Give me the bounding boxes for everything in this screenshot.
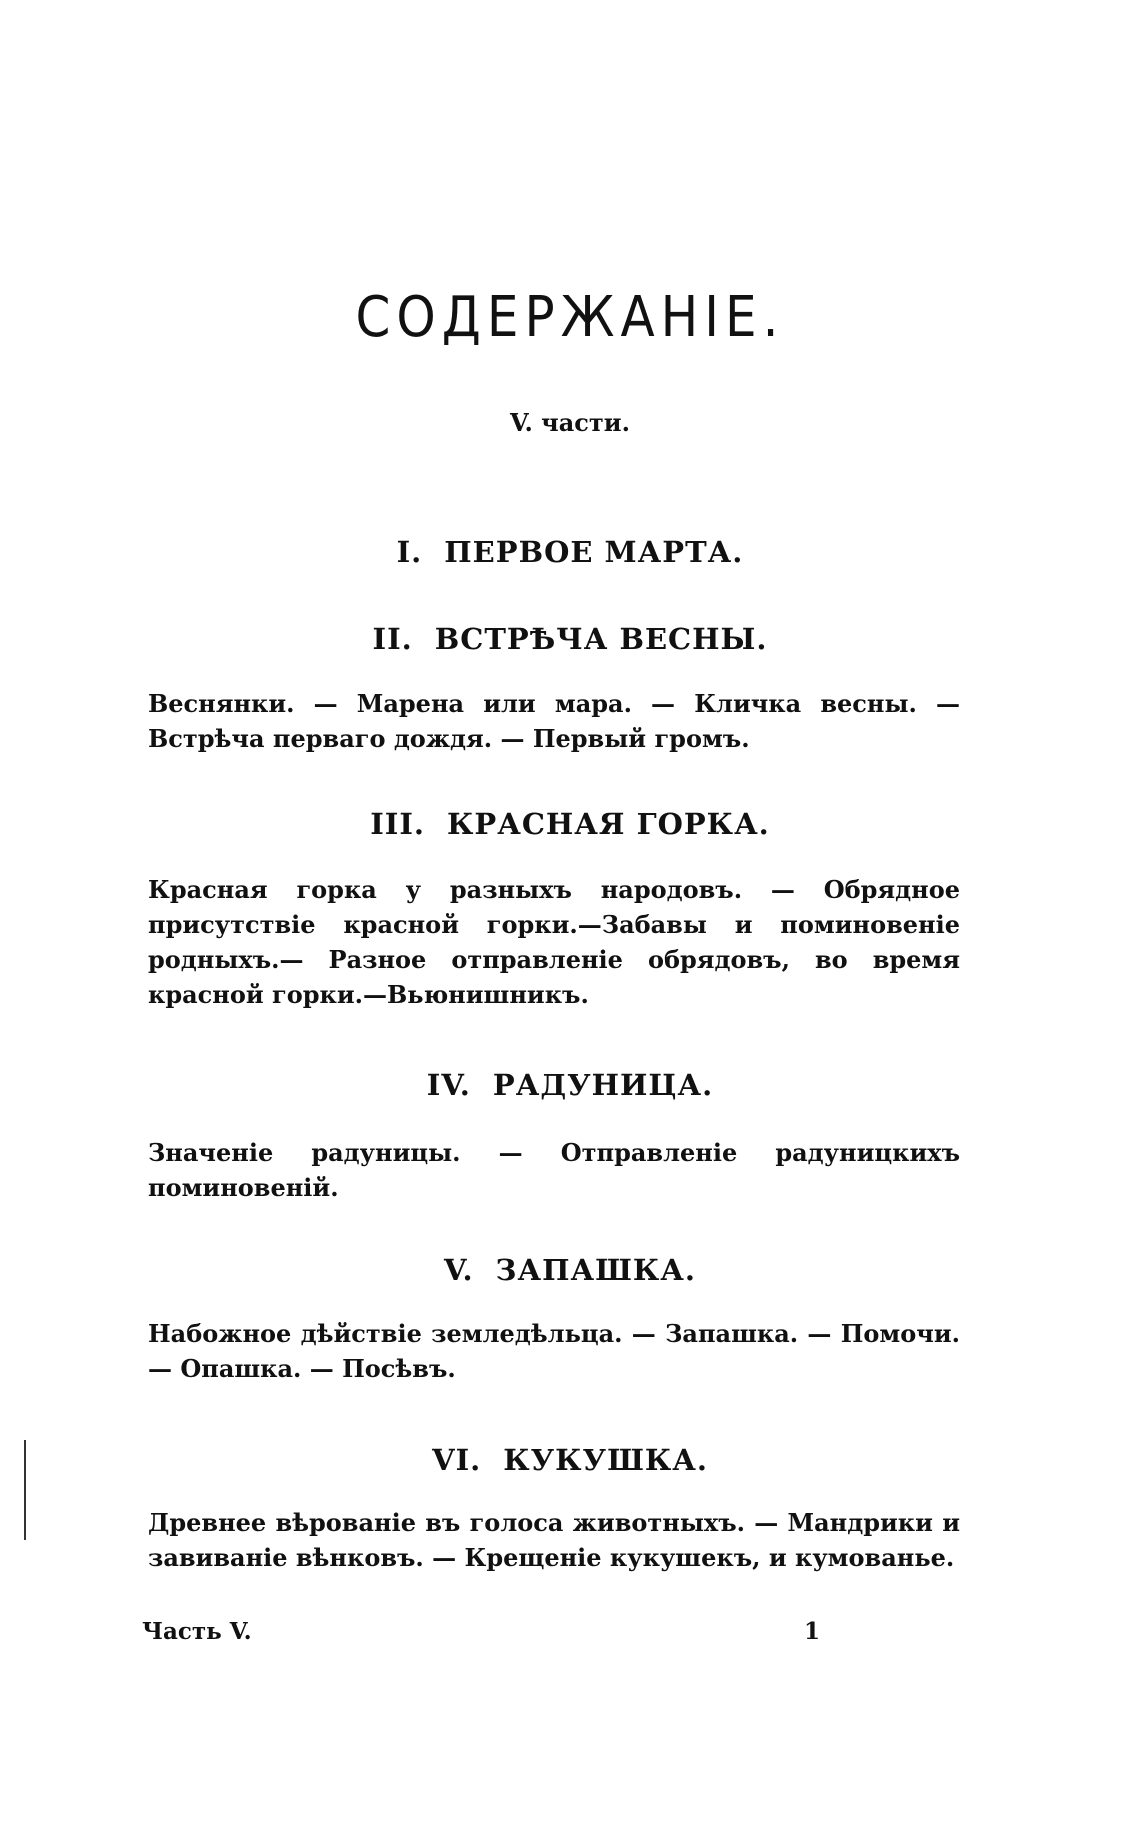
section-summary-4: Значеніе радуницы. — Отправленіе радуницкихъ поминовеній. [148, 1138, 960, 1202]
section-number: II. [372, 622, 413, 656]
section-title: ЗАПАШКА. [495, 1253, 696, 1287]
section-number: I. [396, 535, 423, 569]
section-summary-5: Набожное дѣйствіе земледѣльца. — Запашка. — Помочи. — Опашка. — Посѣвъ. [148, 1319, 960, 1383]
section-heading-2 [0, 622, 1140, 656]
section-summary-6: Древнее вѣрованіе въ голоса животныхъ. — Мандрики и завиваніе вѣнковъ. — Крещеніе кукушекъ, и кумованье. [148, 1508, 960, 1572]
section-title: РАДУНИЦА. [492, 1068, 714, 1102]
part-subtitle: V. части. [510, 408, 630, 437]
section-heading-3 [0, 807, 1140, 841]
section-title: КУКУШКА. [503, 1443, 708, 1477]
margin-line [24, 1440, 26, 1540]
section-number: V. [444, 1253, 474, 1287]
signature-mark: Часть V. [142, 1618, 252, 1645]
section-number: IV. [426, 1068, 471, 1102]
page-title: СОДЕРЖАНІЕ. [355, 284, 785, 350]
section-summary-2: Веснянки. — Марена или мара. — Кличка весны. — Встрѣча перваго дождя. — Первый громъ. [148, 689, 960, 753]
section-title: ВСТРѢЧА ВЕСНЫ. [434, 622, 768, 656]
section-title: КРАСНАЯ ГОРКА. [447, 807, 770, 841]
section-heading-1 [0, 535, 1140, 569]
section-number: III. [370, 807, 426, 841]
section-heading-4 [0, 1068, 1140, 1102]
section-heading-6 [0, 1443, 1140, 1477]
sheet-number: 1 [804, 1618, 821, 1645]
section-summary-3: Красная горка у разныхъ народовъ. — Обрядное присутствіе красной горки.—Забавы и поминовеніе родныхъ.— Разное отправленіе обрядовъ, во время красной горки.—Вьюнишникъ. [148, 875, 960, 1009]
section-heading-5 [0, 1253, 1140, 1287]
section-title: ПЕРВОЕ МАРТА. [444, 535, 744, 569]
section-number: VI. [432, 1443, 482, 1477]
